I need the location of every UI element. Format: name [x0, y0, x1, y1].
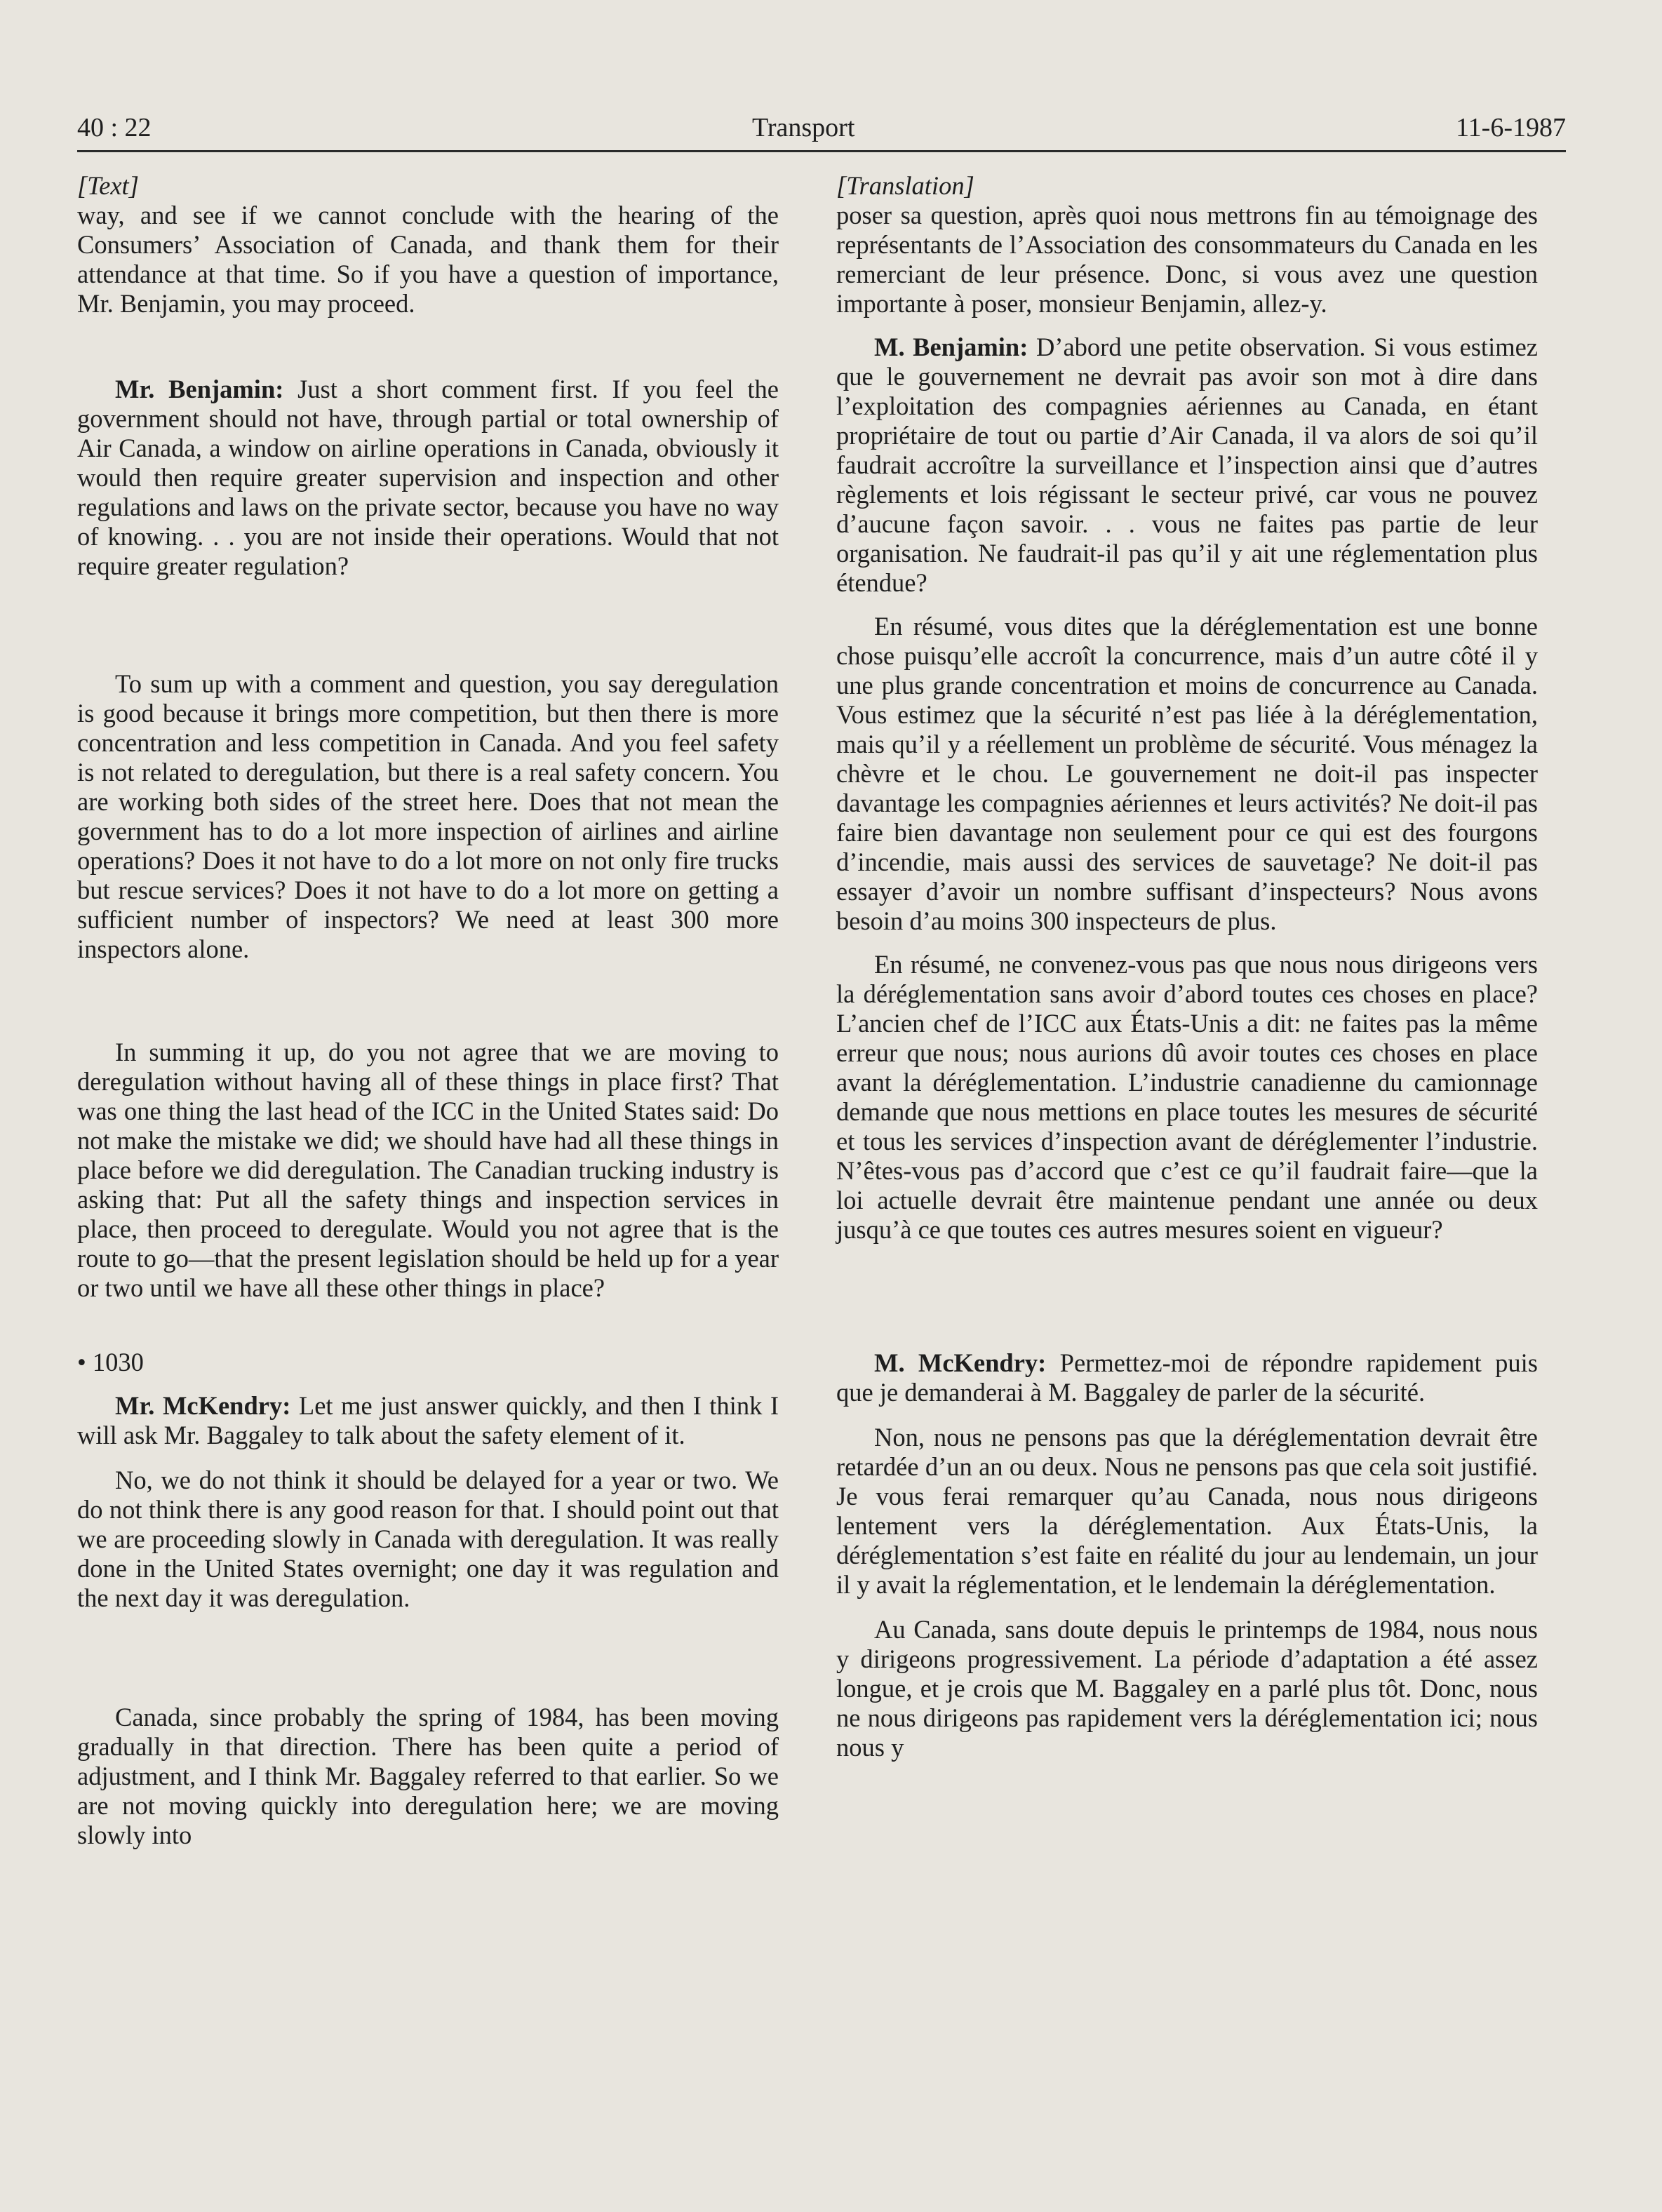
paragraph — [77, 375, 779, 581]
paragraph: poser sa question, après quoi nous mettrons fin au témoignage des représentants de l’Association des consommateurs du Canada en les remerciant de leur présence. Donc, si vous avez une question importante à poser, monsieur Benjamin, allez-y. — [836, 201, 1538, 318]
paragraph: way, and see if we cannot conclude with the hearing of the Consumers’ Association of Canada, and thank them for their attendance at that time. So if you have a question of importance, Mr. Benjamin, you may proceed. — [77, 201, 779, 318]
page-header — [77, 112, 1566, 154]
speaker-name: Mr. McKendry: — [115, 1391, 291, 1420]
paragraph: En résumé, vous dites que la déréglementation est une bonne chose puisqu’elle accroît la concurrence, mais d’un autre côté il y une plus grande concentration et moins de concurrence au Canada. Vous estimez que la sécurité n’est pas liée à la déréglementation, mais qu’il y a réellement un problème de sécurité. Vous ménagez la chèvre et le chou. Le gouvernement ne doit-il pas inspecter davantage les compagnies aériennes et leurs activités? Ne doit-il pas faire bien davantage non seulement pour ce qui est des fourgons d’incendie, mais aussi des services de sauvetage? Ne doit-il pas essayer d’avoir un nombre suffisant d’inspecteurs? Nous avons besoin d’au moins 300 inspecteurs de plus. — [836, 612, 1538, 935]
speaker-name: M. McKendry: — [874, 1348, 1047, 1377]
paragraph: No, we do not think it should be delayed for a year or two. We do not think there is any good reason for that. I should point out that we are proceeding slowly in Canada with deregulation. It was really done in the United States overnight; one day it was regulation and the next day it was deregulation. — [77, 1466, 779, 1612]
paragraph — [836, 1348, 1538, 1407]
running-title: Transport — [752, 113, 855, 142]
paragraph-text: Just a short comment first. If you feel the government should not have, through partial or total ownership of Air Canada, a window on airline operations in Canada, obviously it would then require greater supervision and inspection and other regulations and laws on the private sector, because you have no way of knowing. . . you are not inside their operations. Would that not require greater regulation? — [77, 375, 779, 580]
english-column — [77, 171, 779, 1850]
french-column — [836, 171, 1538, 1762]
paragraph-text: Permettez-moi de répondre rapidement puis que je demanderai à M. Baggaley de parler de la sécurité. — [836, 1348, 1538, 1407]
paragraph — [77, 1391, 779, 1450]
paragraph: Au Canada, sans doute depuis le printemps de 1984, nous nous y dirigeons progressivement. La période d’adaptation a été assez longue, et je crois que M. Baggaley en a parlé plus tôt. Donc, nous ne nous dirigeons pas rapidement vers la déréglementation ici; nous nous y — [836, 1615, 1538, 1762]
page-date: 11-6-1987 — [1456, 113, 1566, 142]
speaker-name: Mr. Benjamin: — [115, 375, 284, 403]
column-tag: [Translation] — [836, 171, 974, 200]
column-tag: [Text] — [77, 171, 139, 200]
speaker-name: M. Benjamin: — [874, 333, 1028, 361]
paragraph-text: D’abord une petite observation. Si vous estimez que le gouvernement ne devrait pas avoir son mot à dire dans l’exploitation des compagnies aériennes au Canada, en étant propriétaire de tout ou partie d’Air Canada, il va alors de soi qu’il faudrait accroître la surveillance et l’inspection ainsi que d’autres règlements et lois régissant le secteur privé, car vous ne pouvez d’aucune façon savoir. . . vous ne faites pas partie de leur organisation. Ne faudrait-il pas qu’il y ait une réglementation plus étendue? — [836, 333, 1538, 597]
paragraph — [836, 333, 1538, 598]
paragraph: En résumé, ne convenez-vous pas que nous nous dirigeons vers la déréglementation sans avoir d’abord toutes ces choses en place? L’ancien chef de l’ICC aux États-Unis a dit: ne faites pas la même erreur que nous; nous aurions dû avoir toutes ces choses en place avant la déréglementation. L’industrie canadienne du camionnage demande que nous mettions en place toutes les mesures de sécurité et tous les services d’inspection avant de déréglementer l’industrie. N’êtes-vous pas d’accord que c’est ce qu’il faudrait faire—que la loi actuelle devrait être maintenue pendant une année ou deux jusqu’à ce que toutes ces autres mesures soient en vigueur? — [836, 950, 1538, 1244]
paragraph-text: Let me just answer quickly, and then I think I will ask Mr. Baggaley to talk about the safety element of it. — [77, 1391, 779, 1449]
paragraph: Canada, since probably the spring of 1984, has been moving gradually in that direction. There has been quite a period of adjustment, and I think Mr. Baggaley referred to that earlier. So we are not moving quickly into deregulation here; we are moving slowly into — [77, 1703, 779, 1849]
page-reference: 40 : 22 — [77, 113, 152, 142]
header-rule — [77, 150, 1566, 152]
paragraph: Non, nous ne pensons pas que la déréglementation devrait être retardée d’un an ou deux. Nous ne pensons pas que cela soit justifié. Je vous ferai remarquer qu’au Canada, nous nous dirigeons lentement vers la déréglementation. Aux États-Unis, la déréglementation s’est faite en réalité du jour au lendemain, un jour il y avait la réglementation, et le lendemain la déréglementation. — [836, 1423, 1538, 1599]
time-marker: • 1030 — [77, 1348, 144, 1376]
paragraph: In summing it up, do you not agree that we are moving to deregulation without having all of these things in place first? That was one thing the last head of the ICC in the United States said: Do not make the mistake we did; we should have had all these things in place before we did deregulation. The Canadian trucking industry is asking that: Put all the safety things and inspection services in place, then proceed to deregulate. Would you not agree that is the route to go—that the present legislation should be held up for a year or two until we have all these other things in place? — [77, 1038, 779, 1302]
paragraph: To sum up with a comment and question, you say deregulation is good because it brings more competition, but then there is more concentration and less competition in Canada. And you feel safety is not related to deregulation, but there is a real safety concern. You are working both sides of the street here. Does that not mean the government has to do a lot more inspection of airlines and airline operations? Does it not have to do a lot more on not only fire trucks but rescue services? Does it not have to do a lot more on getting a sufficient number of inspectors? We need at least 300 more inspectors alone. — [77, 669, 779, 963]
